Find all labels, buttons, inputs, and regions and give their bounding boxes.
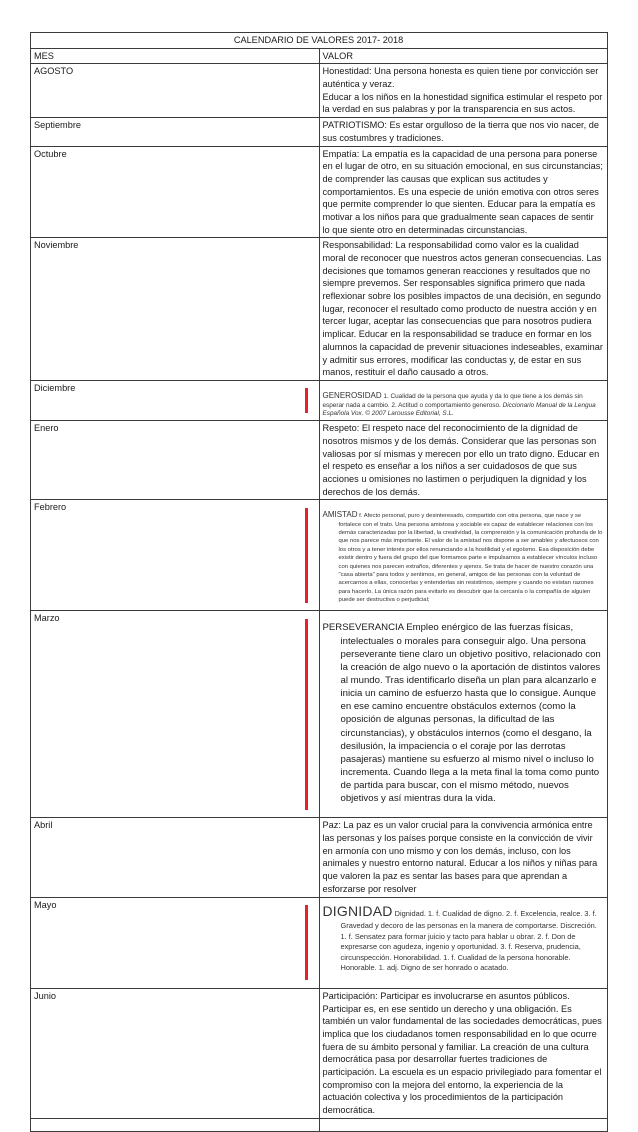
row-mayo xyxy=(31,897,608,988)
value-heading: GENEROSIDAD xyxy=(322,390,382,400)
month-label: Octubre xyxy=(31,146,320,238)
row-abril xyxy=(31,818,608,897)
value-text: PATRIOTISMO: Es estar orgulloso de la tierra que nos vio nacer, de sus costumbres y tradiciones. xyxy=(319,118,608,146)
row-octubre xyxy=(31,146,608,238)
value-cell xyxy=(319,611,608,818)
empty-cell xyxy=(31,1118,320,1131)
value-text: Participación: Participar es involucrarse en asuntos públicos. Participar es, en ese sentido un derecho y una obligación. Es también un valor fundamental de las sociedades democráticas, pues implica que los ciudadanos tomen responsabilidad en lo que ocurre fuera de su ámbito personal y familiar. La creación de una cultura democrática pasa por desarrollar fuertes tradiciones de participación. La escuela es un espacio privilegiado para fomentar el compromiso con la mejora del entorno, la experiencia de la actuación colectiva y los procedimientos de la participación democrática. xyxy=(319,988,608,1118)
value-text: 1. Cualidad de la persona que ayuda y da lo que tiene a los demás sin esperar nada a cambio. 2. Actitud o comportamiento generoso. xyxy=(322,392,583,409)
marker-bar-febrero xyxy=(305,508,308,603)
value-text: Respeto: El respeto nace del reconocimiento de la dignidad de nosotros mismos y de los demás. Considerar que las personas son valiosas por sí mismas y merecen por ello un trato digno. Educar en el respeto es enseñar a los niños a ser cuidadosos de que sus acciones u omisiones no lastimen o perjudiquen la dignidad y los derechos de los demás. xyxy=(319,421,608,500)
month-label: Abril xyxy=(31,818,320,897)
value-text: Dignidad. 1. f. Cualidad de digno. 2. f. Excelencia, realce. 3. f. Gravedad y decoro de las personas en la manera de comportarse. Discreción. 1. f. Sensatez para formar juicio y tacto para hablar u obrar. 2. f. Don de expresarse con agudeza, ingenio y oportunidad. 3. f. Reserva, prudencia, circunspección. Honorabilidad. 1. f. Cualidad de la persona honorable. Honorable. 1. adj. Digno de ser honrado o acatado. xyxy=(340,908,597,973)
row-noviembre xyxy=(31,238,608,381)
value-text: Empatía: La empatía es la capacidad de una persona para ponerse en el lugar de otro, en su situación emocional, en sus circunstancias; de comprender las causas que explican sus actitudes y comportamientos. Es una especie de unión emotiva con otros seres que permite comprender lo que sienten. Educar para la empatía es motivar a los niños para que gradualmente sean capaces de sentir lo que siente otro en determinadas circunstancias. xyxy=(319,146,608,238)
month-label: Junio xyxy=(31,988,320,1118)
value-cell xyxy=(319,500,608,611)
empty-cell xyxy=(319,1118,608,1131)
header-row xyxy=(31,48,608,64)
value-text: Honestidad: Una persona honesta es quien tiene por convicción ser auténtica y veraz. xyxy=(322,66,599,90)
row-agosto xyxy=(31,64,608,118)
value-heading: AMISTAD xyxy=(322,510,358,520)
row-septiembre xyxy=(31,118,608,146)
row-marzo xyxy=(31,611,608,818)
header-valor: VALOR xyxy=(319,48,608,64)
month-label: Noviembre xyxy=(31,238,320,381)
marker-bar-diciembre xyxy=(305,388,308,412)
value-cell xyxy=(319,380,608,420)
value-cell xyxy=(319,64,608,118)
row-febrero xyxy=(31,500,608,611)
month-label: Diciembre xyxy=(31,380,320,420)
month-label: AGOSTO xyxy=(31,64,320,118)
row-junio xyxy=(31,988,608,1118)
value-heading: DIGNIDAD xyxy=(322,902,393,919)
value-text: PERSEVERANCIA Empleo enérgico de las fuerzas físicas, intelectuales o morales para conseguir algo. Una persona perseverante tiene claro un objetivo positivo, relacionado con la creación de algo nuevo o la aportación de distintos valores al mundo. Tras identificarlo diseña un plan para alcanzarlo e inicia un camino de esfuerzo hasta que lo consigue. Aunque en ese camino encuentre obstáculos externos (como la oposición de algunas personas, la dificultad de las circunstancias), y obstáculos internos (como el desgano, la desilusión, la impaciencia o el coraje por las derrotas pasajeras) mantiene su esfuerzo al mismo nivel o incluso lo incrementa. Cuando llega a la meta final la toma como punto de partida para buscar, con el mismo método, nuevos objetivos y así mientras dura la vida. xyxy=(322,622,601,805)
month-label: Marzo xyxy=(31,611,320,818)
title-row xyxy=(31,33,608,49)
month-label: Septiembre xyxy=(31,118,320,146)
value-cell xyxy=(319,897,608,988)
value-text: Educar a los niños en la honestidad significa estimular el respeto por la verdad en sus palabras y por la transparencia en sus actos. xyxy=(322,91,603,115)
values-calendar-table xyxy=(30,32,608,1132)
table-title: CALENDARIO DE VALORES 2017- 2018 xyxy=(31,33,608,49)
month-label: Enero xyxy=(31,421,320,500)
month-label: Mayo xyxy=(31,897,320,988)
empty-row xyxy=(31,1118,608,1131)
source-citation: Diccionario Manual de la Lengua Española Vox. © 2007 Larousse Editorial, S.L. xyxy=(322,401,596,418)
marker-bar-marzo xyxy=(305,619,308,810)
marker-bar-mayo xyxy=(305,905,308,980)
row-diciembre xyxy=(31,380,608,420)
value-text: Paz: La paz es un valor crucial para la convivencia armónica entre las personas y los países porque consiste en la convicción de vivir en armonía con uno mismo y con los demás, incluso, con los animales y nuestro entorno natural. Educar a los niños y niñas para que valoren la paz es sentar las bases para que aprendan a esforzarse por resolver xyxy=(319,818,608,897)
row-enero xyxy=(31,421,608,500)
value-text: f. Afecto personal, puro y desinteresado, compartido con otra persona, que nace y se fortalece con el trato. Una persona amistosa y sociable es capaz de establecer relaciones con los demás caracterizadas por la libertad, la creatividad, la comprensión y la comunicación profunda de lo que nos parece más importante. El valor de la amistad nos dispone a ser amables y afectuosos con los otros y a tener interés por ellos renunciando a la hostilidad y el egoísmo. Esa disposición debe existir dentro y fuera del grupo del que formamos parte e impulsarnos a establecer vínculos incluso con quienes nos parecen extraños, diferentes y ajenos. Se trata de hacer de nuestro corazón una "casa abierta" para todos y sentirnos, en general, amigos de las personas con la voluntad de acercarnos a ellas, conocerlas y entenderlas sin resistirnos, siempre y cuando no existan razones para hacerlo. La única razón para evitarlo es descubrir que la cercanía o la compañía de alguien puede ser destructiva o perjudicial; xyxy=(338,513,603,604)
month-label: Febrero xyxy=(31,500,320,611)
value-text: Responsabilidad: La responsabilidad como valor es la cualidad moral de reconocer que nuestros actos generan consecuencias. Las decisiones que tomamos generan reacciones y resultados que no siempre prevemos. Ser responsables significa primero que nada reflexionar sobre los posibles impactos de una decisión, en segundo lugar, reconocer el resultado como producto de nuestra acción y en tercer lugar, aceptar las consecuencias que para nosotros pudiera implicar. Educar en la responsabilidad se traduce en formar en los alumnos la capacidad de prevenir situaciones indeseables, examinar y admitir sus errores, modificar las conductas y, de estar en sus manos, restituir el daño causado a otros. xyxy=(319,238,608,381)
header-mes: MES xyxy=(31,48,320,64)
